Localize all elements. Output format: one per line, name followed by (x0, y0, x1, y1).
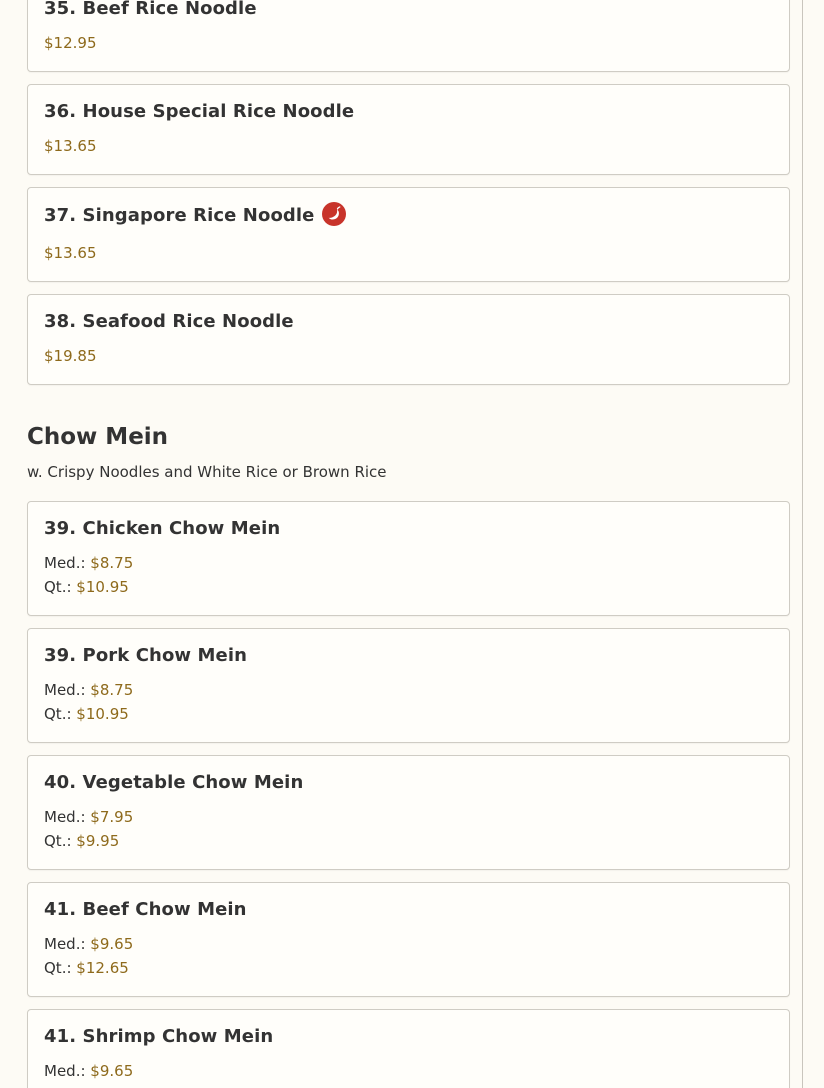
size-price: $9.95 (76, 832, 120, 850)
size-price-med (44, 1062, 133, 1080)
menu-item-price: $19.85 (44, 347, 97, 365)
size-price-qt (44, 959, 129, 977)
menu-item-name: 41. Shrimp Chow Mein (44, 1026, 274, 1047)
size-price-qt (44, 705, 129, 723)
menu-item-name: 39. Chicken Chow Mein (44, 518, 281, 539)
size-price: $10.95 (76, 578, 129, 596)
menu-item-name: 38. Seafood Rice Noodle (44, 311, 294, 332)
page-edge-rule (802, 0, 803, 1088)
menu-item-price-line (44, 347, 97, 365)
menu-item-card[interactable] (27, 628, 790, 743)
menu-item-price: $13.65 (44, 137, 97, 155)
menu-item-card[interactable] (27, 755, 790, 870)
menu-item-price-line (44, 34, 97, 52)
menu-item-card[interactable] (27, 294, 790, 385)
menu-item-card[interactable] (27, 882, 790, 997)
menu-item-card[interactable] (27, 187, 790, 282)
size-price-med (44, 681, 133, 699)
menu-item-name: 39. Pork Chow Mein (44, 645, 248, 666)
menu-item-price: $13.65 (44, 244, 97, 262)
menu-item-name: 35. Beef Rice Noodle (44, 0, 257, 19)
size-label: Med.: (44, 808, 86, 826)
menu-item-name: 40. Vegetable Chow Mein (44, 772, 304, 793)
size-price-med (44, 808, 133, 826)
menu-item-price-line (44, 244, 97, 262)
menu-item-price-line (44, 137, 97, 155)
size-price: $8.75 (90, 681, 134, 699)
menu-item-name: 37. Singapore Rice Noodle (44, 205, 315, 226)
size-price: $9.65 (90, 935, 134, 953)
chili-pepper-icon (322, 202, 346, 226)
size-price-qt (44, 578, 129, 596)
size-label: Med.: (44, 1062, 86, 1080)
size-price: $9.65 (90, 1062, 134, 1080)
section-title: Chow Mein (27, 424, 169, 450)
size-label: Qt.: (44, 578, 72, 596)
size-price-med (44, 935, 133, 953)
size-label: Med.: (44, 681, 86, 699)
menu-item-card[interactable] (27, 1009, 790, 1088)
size-price: $8.75 (90, 554, 134, 572)
size-price: $10.95 (76, 705, 129, 723)
menu-item-card[interactable] (27, 84, 790, 175)
menu-item-name: 36. House Special Rice Noodle (44, 101, 355, 122)
size-label: Med.: (44, 554, 86, 572)
size-price: $7.95 (90, 808, 134, 826)
menu-item-name: 41. Beef Chow Mein (44, 899, 247, 920)
menu-item-price: $12.95 (44, 34, 97, 52)
size-price: $12.65 (76, 959, 129, 977)
size-price-qt (44, 832, 119, 850)
size-label: Med.: (44, 935, 86, 953)
menu-item-name-row (44, 204, 346, 228)
menu-item-card[interactable] (27, 501, 790, 616)
size-label: Qt.: (44, 705, 72, 723)
section-description: w. Crispy Noodles and White Rice or Brown Rice (27, 463, 387, 481)
size-price-med (44, 554, 133, 572)
size-label: Qt.: (44, 959, 72, 977)
size-label: Qt.: (44, 832, 72, 850)
menu-item-card[interactable] (27, 0, 790, 72)
